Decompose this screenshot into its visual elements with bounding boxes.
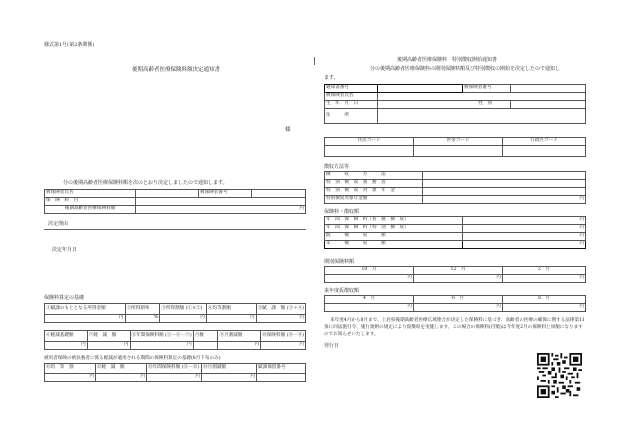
basis-unit: 円: [45, 342, 88, 350]
note-text: 来年度4月から8月まで、上岩県後期高齢者医療広域連合が決定した保険料に基づき、高齢者の医療の確保に関する法律第11条に同法施行令、施行規則の規定により仮徴収を実施します。この場合の保険料(円額)は今年度2月の保険料と同額になりますのでお知らせいたします。: [324, 318, 585, 337]
codes-table: [324, 137, 586, 157]
basis-header: ⑧年間保険料額 (⑤－⑥－⑦): [130, 331, 193, 342]
basis-header: ⑤賦 課 額 (③＋④): [256, 304, 305, 315]
yen-unit: 円: [423, 196, 586, 204]
basis-unit: [193, 342, 218, 350]
basis-unit: %: [125, 315, 160, 323]
address-label: 住 所: [325, 109, 378, 124]
decision-date-label: 決定年月日: [52, 247, 78, 253]
note-unit: [257, 374, 306, 382]
premium-row-label: 未 徴 収 額: [325, 241, 463, 249]
note-header: ⑫軽 減 額: [96, 364, 147, 374]
month-label: 8 月: [503, 296, 586, 304]
issue-date-label: 発行日: [324, 343, 340, 349]
qr-code-icon: [537, 353, 582, 398]
basis-unit: 円: [130, 342, 193, 350]
note-header: ⑭月割減額: [202, 364, 257, 374]
basis-unit: 円: [206, 315, 256, 323]
left-title: 後期高齢者医療保険料額決定通知書: [132, 67, 221, 73]
yen-unit: 円: [503, 304, 586, 312]
right-title-line3: ます。: [324, 75, 339, 81]
birthdate-label: 生 年 月 日: [325, 101, 378, 109]
right-title-line2: 分の後期高齢者医療保険料の期別保険料額及び特別徴収の開始を決定したので通知し: [370, 66, 561, 72]
insured-name-label: 被保険者氏名: [45, 190, 136, 198]
basis-unit: 円: [261, 342, 306, 350]
code-label: 行政区コード: [503, 138, 586, 146]
form-id: 様式第1号(第2条関係): [44, 42, 95, 48]
note-header: ⑪均 等 割: [45, 364, 96, 374]
code-label: 住民コード: [325, 138, 414, 146]
collection-row-label: 特 別 徴 収 義 務 者: [325, 180, 423, 188]
basis-header: ⑦軽 減 額: [87, 331, 130, 342]
premium-row-label: 年 間 保 険 料（特 別 徴 収）: [325, 225, 463, 233]
insured-info-table: [44, 189, 306, 214]
reason-line: [44, 229, 306, 230]
notice-number-label: 通知書番号: [325, 85, 378, 93]
insured-number-label: 被保険者番号: [463, 85, 511, 93]
yen-unit: 円: [463, 241, 586, 249]
note-unit: 円: [96, 374, 147, 382]
collection-table: [324, 171, 586, 204]
premium-row-label: 既 徴 収 額: [325, 233, 463, 241]
month-label: 12 月: [414, 267, 503, 275]
month-label: 2 月: [503, 267, 586, 275]
note-header: 賦課保留番号: [257, 364, 306, 374]
basis-header: ⑥軽減基礎額: [45, 331, 88, 342]
basis-table: [44, 303, 306, 323]
yen-unit: 円: [463, 217, 586, 225]
yen-unit: 円: [463, 233, 586, 241]
reason-label: 決定理由: [48, 221, 69, 227]
collection-row-label: 特 別 徴 収 対 象 年 金: [325, 188, 423, 196]
yen-unit: 円: [414, 275, 503, 283]
collection-row-label: 徴 収 方 法: [325, 172, 423, 180]
basis-header: ②所得割率: [125, 304, 160, 315]
divider-tick: [314, 57, 315, 65]
basis-unit: 円: [45, 315, 126, 323]
yen-unit: 円: [325, 304, 414, 312]
notice-text: 分の後期高齢者医療保険料額を次のとおり決定しましたので通知します。: [63, 180, 228, 186]
basis-header: ⑩保険料額 (⑧－⑨): [261, 331, 306, 342]
basis-header: ③所得割額 (①×②): [160, 304, 207, 315]
code-label: 世帯コード: [414, 138, 503, 146]
month-label: 10 月: [325, 267, 414, 275]
basis-title: 保険料算定の基礎: [44, 295, 85, 301]
collection-title: 徴収方法等: [324, 164, 350, 170]
basis-header: ⑨月割減額: [218, 331, 261, 342]
note-unit: 円: [147, 374, 202, 382]
basis-header: 月数: [193, 331, 218, 342]
note-title: 被用者保険の被扶養者に係る軽減が適用される期間の保険料算定の基礎(8月下旬のみ): [44, 356, 221, 361]
month-label: 4 月: [325, 296, 414, 304]
right-title-line1: 後期高齢者医療保険料 特別徴収開始通知書: [397, 57, 498, 63]
insured-name-label: 被保険者氏名: [325, 93, 378, 101]
periodic-table: [324, 266, 586, 283]
periodic-title: 期別保険料額: [324, 259, 355, 265]
yen-unit: 円: [414, 304, 503, 312]
note-unit: 円: [45, 374, 96, 382]
note-table: [44, 363, 306, 382]
yen-unit: 円: [463, 225, 586, 233]
next-year-table: [324, 295, 586, 312]
month-label: 6 月: [414, 296, 503, 304]
basis-table-2: [44, 330, 306, 350]
basis-header: ①賦課のもととなる所得金額: [45, 304, 126, 315]
right-header-table: [324, 84, 586, 124]
note-unit: 円: [202, 374, 257, 382]
premium-label: 後期高齢者医療保険料額: [45, 206, 136, 214]
basis-unit: 円: [87, 342, 130, 350]
basis-unit: 円: [160, 315, 207, 323]
note-header: ⑬年間保険料額 (⑪－⑫): [147, 364, 202, 374]
premium-row-label: 年 間 保 険 料（普 通 徴 収）: [325, 217, 463, 225]
collection-row-label: 特別徴収対象年金額: [325, 196, 423, 204]
basis-header: ④均等割額: [206, 304, 256, 315]
insurance-type-label: 保 険 科 目: [45, 198, 136, 206]
premium-yen: 円: [136, 206, 306, 214]
basis-unit: 円: [218, 342, 261, 350]
yen-unit: 円: [503, 275, 586, 283]
premium-title: 保険料・徴収額: [324, 209, 360, 215]
gender-label: 性 別: [378, 101, 511, 109]
premium-table: [324, 216, 586, 249]
honorific: 様: [285, 127, 291, 133]
basis-unit: 円: [256, 315, 305, 323]
yen-unit: 円: [325, 275, 414, 283]
next-year-title: 来年度仮徴収額: [324, 288, 360, 294]
insured-number-label: 被保険者番号: [199, 190, 252, 198]
